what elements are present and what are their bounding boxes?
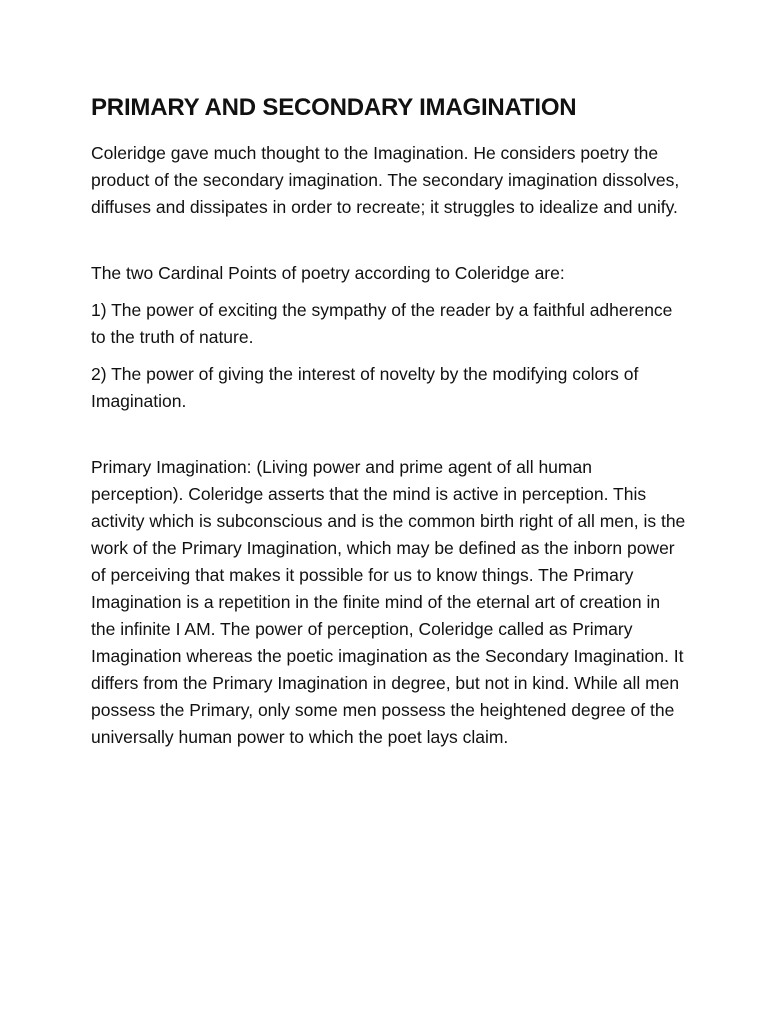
document-title: PRIMARY AND SECONDARY IMAGINATION bbox=[91, 94, 577, 121]
paragraph-point-1: 1) The power of exciting the sympathy of the reader by a faithful adherence to the truth of nature. bbox=[91, 300, 673, 347]
paragraph-cardinal-points: The two Cardinal Points of poetry according to Coleridge are: bbox=[91, 263, 565, 283]
paragraph-intro: Coleridge gave much thought to the Imagination. He considers poetry the product of the secondary imagination. The secondary imagination dissolves, diffuses and dissipates in order to recreate; it struggles to idealize and unify. bbox=[91, 143, 680, 217]
paragraph-primary-imagination: Primary Imagination: (Living power and prime agent of all human perception). Coleridge asserts that the mind is active in perception. This activity which is subconscious and is the common birth right of all men, is the work of the Primary Imagination, which may be defined as the inborn power of perceiving that makes it possible for us to know things. The Primary Imagination is a repetition in the finite mind of the eternal art of creation in the infinite I AM. The power of perception, Coleridge called as Primary Imagination whereas the poetic imagination as the Secondary Imagination. It differs from the Primary Imagination in degree, but not in kind. While all men possess the Primary, only some men possess the heightened degree of the universally human power to which the poet lays claim. bbox=[91, 457, 686, 747]
paragraph-point-2: 2) The power of giving the interest of novelty by the modifying colors of Imagination. bbox=[91, 364, 639, 411]
